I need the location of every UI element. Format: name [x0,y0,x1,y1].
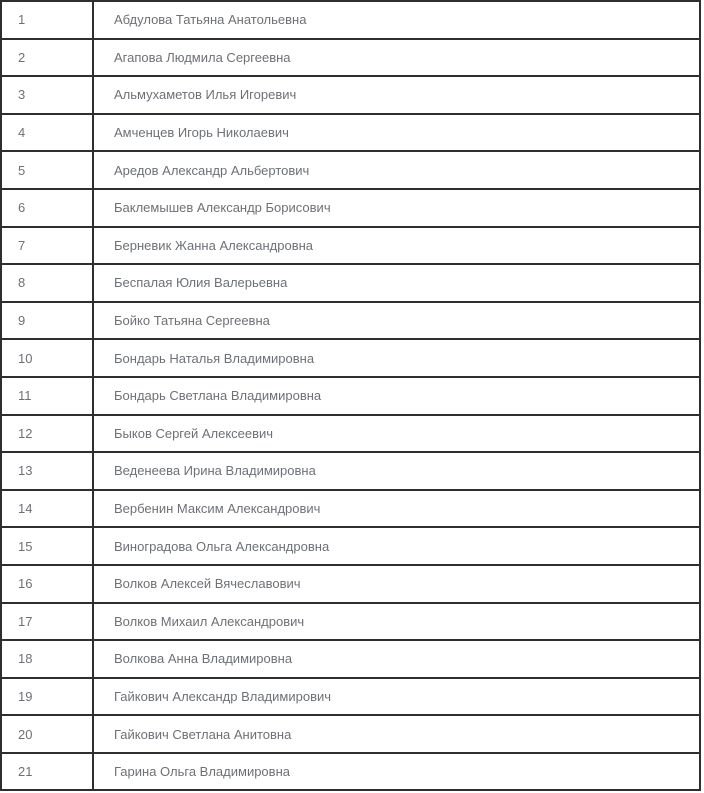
table-row [1,452,700,490]
row-number-cell: 2 [1,39,93,77]
table-row [1,753,700,791]
table-row [1,39,700,77]
row-number-cell: 5 [1,151,93,189]
row-number-cell: 9 [1,302,93,340]
row-name-cell: Баклемышев Александр Борисович [93,189,700,227]
row-name-cell: Бондарь Светлана Владимировна [93,377,700,415]
row-name-cell: Волков Михаил Александрович [93,603,700,641]
row-number-cell: 12 [1,415,93,453]
row-number-cell: 15 [1,527,93,565]
table-row [1,490,700,528]
table-row [1,227,700,265]
table-row [1,715,700,753]
row-number-cell: 7 [1,227,93,265]
row-number-cell: 17 [1,603,93,641]
row-name-cell: Волков Алексей Вячеславович [93,565,700,603]
table-row [1,189,700,227]
table-row [1,678,700,716]
row-number-cell: 21 [1,753,93,791]
roster-table-body [1,1,700,790]
table-row [1,377,700,415]
table-row [1,114,700,152]
row-name-cell: Гайкович Александр Владимирович [93,678,700,716]
row-number-cell: 13 [1,452,93,490]
row-number-cell: 16 [1,565,93,603]
row-number-cell: 3 [1,76,93,114]
row-name-cell: Быков Сергей Алексеевич [93,415,700,453]
row-name-cell: Веденеева Ирина Владимировна [93,452,700,490]
row-name-cell: Аредов Александр Альбертович [93,151,700,189]
row-number-cell: 14 [1,490,93,528]
table-row [1,339,700,377]
row-name-cell: Вербенин Максим Александрович [93,490,700,528]
table-row [1,527,700,565]
table-row [1,264,700,302]
table-row [1,151,700,189]
row-name-cell: Беспалая Юлия Валерьевна [93,264,700,302]
row-name-cell: Виноградова Ольга Александровна [93,527,700,565]
row-name-cell: Берневик Жанна Александровна [93,227,700,265]
row-name-cell: Агапова Людмила Сергеевна [93,39,700,77]
row-number-cell: 4 [1,114,93,152]
row-name-cell: Бойко Татьяна Сергеевна [93,302,700,340]
row-number-cell: 8 [1,264,93,302]
table-row [1,640,700,678]
row-name-cell: Волкова Анна Владимировна [93,640,700,678]
row-number-cell: 19 [1,678,93,716]
row-name-cell: Альмухаметов Илья Игоревич [93,76,700,114]
row-number-cell: 10 [1,339,93,377]
table-row [1,302,700,340]
row-name-cell: Амченцев Игорь Николаевич [93,114,700,152]
row-name-cell: Гайкович Светлана Анитовна [93,715,700,753]
row-number-cell: 20 [1,715,93,753]
table-row [1,415,700,453]
table-row [1,76,700,114]
table-row [1,603,700,641]
row-number-cell: 11 [1,377,93,415]
row-name-cell: Бондарь Наталья Владимировна [93,339,700,377]
table-row [1,1,700,39]
row-number-cell: 1 [1,1,93,39]
row-number-cell: 6 [1,189,93,227]
table-row [1,565,700,603]
row-number-cell: 18 [1,640,93,678]
row-name-cell: Абдулова Татьяна Анатольевна [93,1,700,39]
row-name-cell: Гарина Ольга Владимировна [93,753,700,791]
